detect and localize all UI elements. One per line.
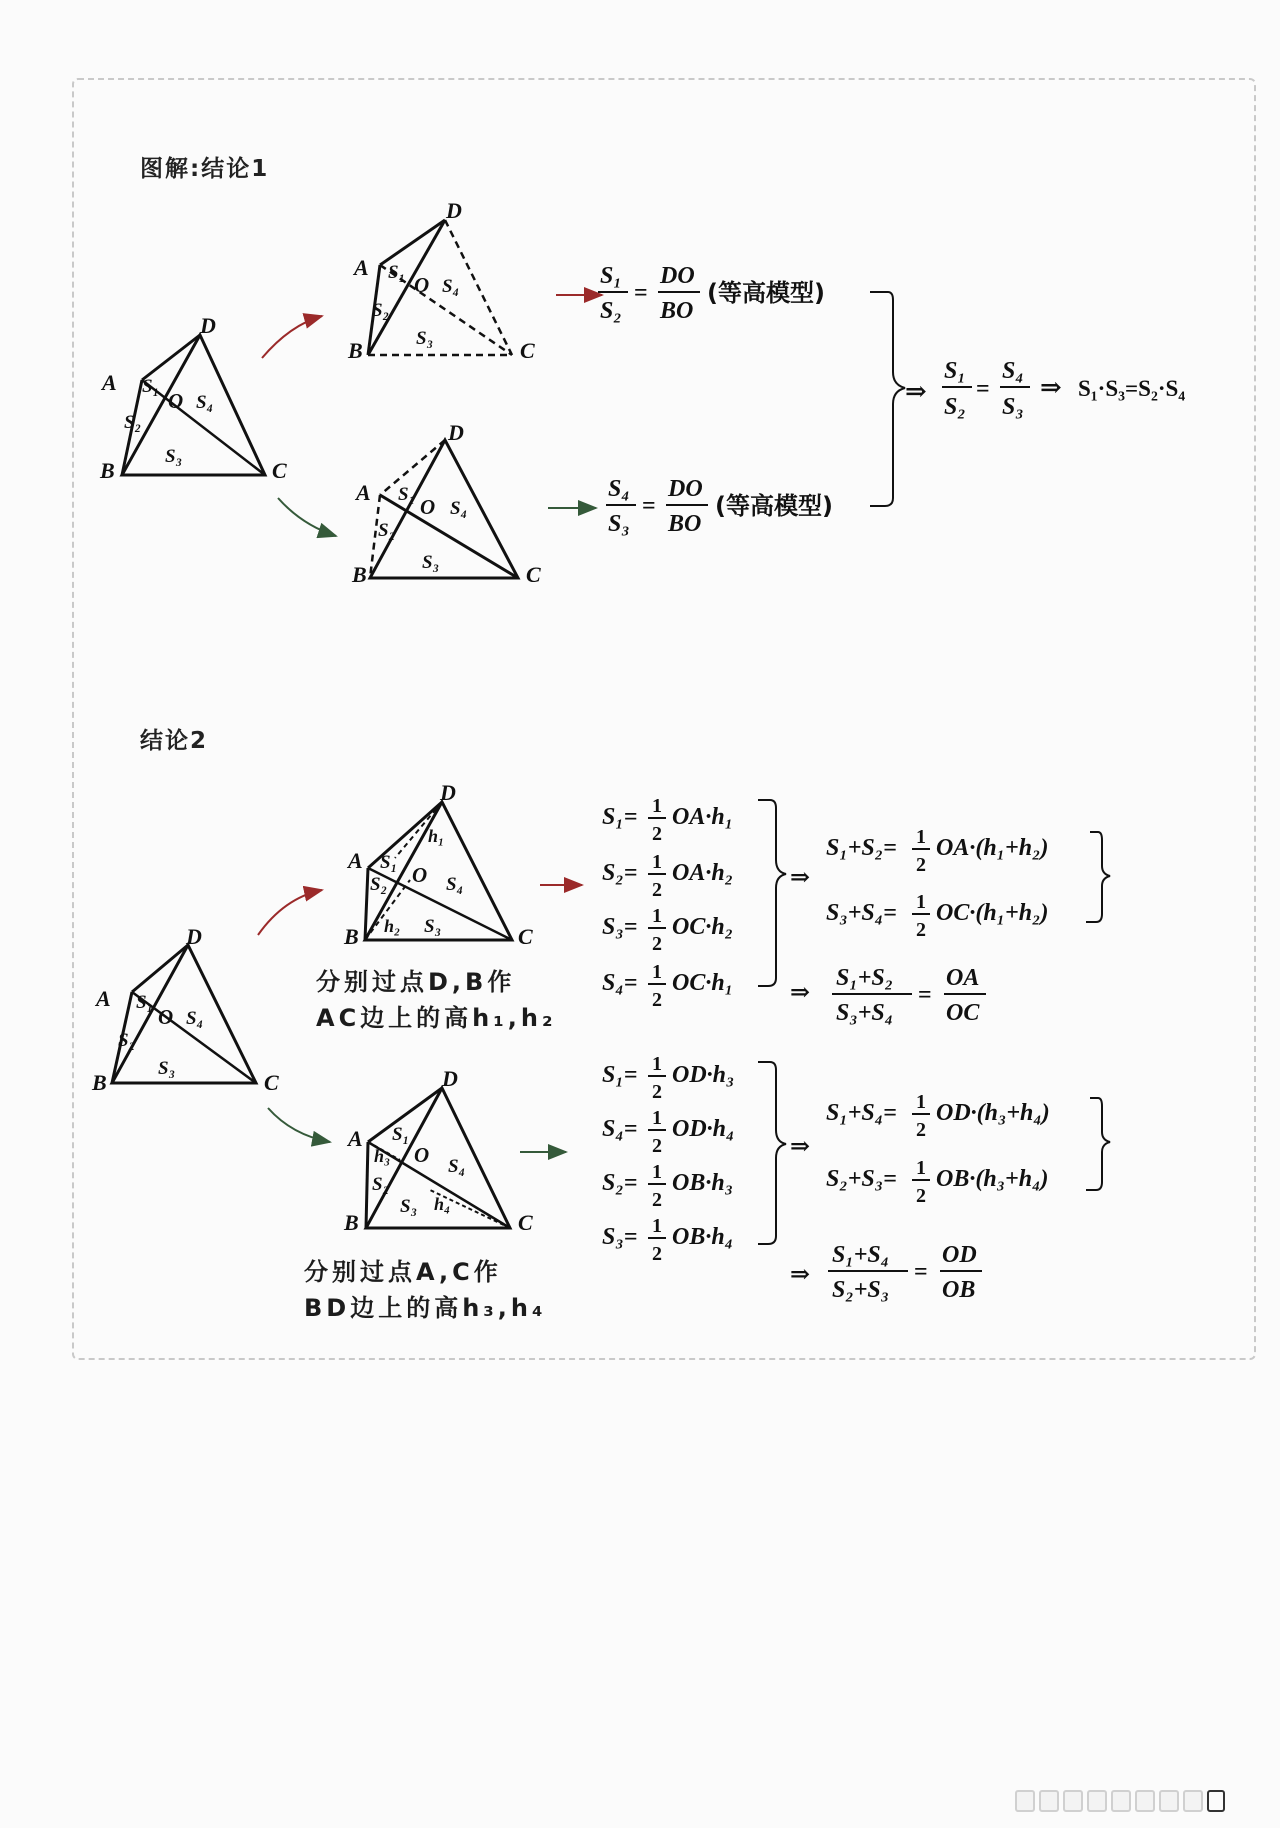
svg-text:S₃+S₄: S₃+S₄	[836, 1000, 894, 1026]
svg-text:O: O	[414, 1143, 430, 1167]
svg-text:h₂: h₂	[384, 916, 401, 936]
page-thumb-icon-1[interactable]	[1015, 1790, 1035, 1812]
svg-text:OC: OC	[946, 1000, 980, 1026]
svg-text:S₂+S₃: S₂+S₃	[832, 1277, 890, 1303]
svg-text:B: B	[348, 338, 363, 363]
svg-text:1: 1	[652, 1107, 662, 1129]
svg-text:S₃: S₃	[165, 446, 183, 467]
svg-text:S₂: S₂	[370, 874, 388, 895]
arrow-to-lower-2	[268, 1108, 330, 1142]
svg-text:C: C	[264, 1070, 279, 1095]
svg-text:OA·h₁: OA·h₁	[672, 804, 734, 830]
svg-text:D: D	[186, 924, 202, 949]
svg-text:S₂: S₂	[124, 412, 142, 433]
svg-text:⇒: ⇒	[790, 1134, 811, 1160]
svg-text:OA·h₂: OA·h₂	[672, 860, 734, 886]
formulas-area-heights-bd	[602, 1053, 734, 1265]
svg-text:2: 2	[916, 1185, 926, 1207]
svg-text:S₃: S₃	[422, 552, 440, 573]
svg-text:S₁: S₁	[600, 263, 622, 289]
svg-text:2: 2	[652, 1189, 662, 1211]
svg-text:S₁: S₁	[392, 1124, 410, 1145]
svg-text:S₁: S₁	[136, 992, 154, 1013]
svg-text:D: D	[446, 198, 462, 223]
svg-text:C: C	[520, 338, 535, 363]
svg-text:1: 1	[652, 795, 662, 817]
svg-text:O: O	[158, 1005, 174, 1029]
svg-text:B: B	[344, 1210, 359, 1235]
svg-text:S₁+S₄=: S₁+S₄=	[826, 1100, 897, 1126]
svg-text:S₃=: S₃=	[602, 1224, 638, 1250]
svg-text:1: 1	[652, 1161, 662, 1183]
svg-text:S₁+S₄: S₁+S₄	[832, 1242, 890, 1268]
svg-text:2: 2	[916, 1119, 926, 1141]
svg-text:S₄: S₄	[1002, 358, 1024, 384]
formula-sum-bd	[790, 1091, 1110, 1303]
svg-text:OC·h₂: OC·h₂	[672, 914, 734, 940]
note-lower: (等高模型)	[715, 492, 833, 520]
svg-text:1: 1	[652, 851, 662, 873]
svg-text:S₂: S₂	[118, 1030, 136, 1051]
label-D: D	[200, 313, 216, 338]
svg-text:S₄: S₄	[186, 1008, 204, 1029]
svg-text:1: 1	[916, 1157, 926, 1179]
svg-text:S₁+S₂: S₁+S₂	[836, 965, 894, 991]
svg-text:OD·h₄: OD·h₄	[672, 1116, 735, 1142]
current-page-icon[interactable]	[1207, 1790, 1225, 1812]
figure-1-upper	[347, 198, 535, 363]
svg-text:2: 2	[652, 823, 662, 845]
svg-text:C: C	[518, 1210, 533, 1235]
svg-text:=: =	[914, 1259, 928, 1285]
svg-text:⇒: ⇒	[905, 377, 927, 406]
svg-text:DO: DO	[668, 476, 703, 502]
svg-text:OB: OB	[942, 1277, 976, 1303]
svg-text:O: O	[412, 863, 428, 887]
caption-ac-heights-line2: BD边上的高h₃,h₄	[304, 1294, 547, 1322]
svg-text:C: C	[518, 924, 533, 949]
svg-text:=: =	[642, 493, 656, 519]
svg-text:2: 2	[652, 933, 662, 955]
svg-text:A: A	[348, 848, 363, 873]
svg-text:2: 2	[652, 989, 662, 1011]
svg-text:S₃: S₃	[608, 511, 630, 537]
svg-text:C: C	[526, 562, 541, 587]
svg-text:OB·(h₃+h₄): OB·(h₃+h₄)	[936, 1166, 1049, 1192]
svg-text:O: O	[168, 389, 184, 413]
page-thumb-icon-2[interactable]	[1039, 1790, 1059, 1812]
page-thumb-icon-5[interactable]	[1111, 1790, 1131, 1812]
svg-text:S₁+S₂=: S₁+S₂=	[826, 835, 897, 861]
svg-text:O: O	[420, 495, 436, 519]
svg-text:S₄: S₄	[446, 874, 464, 895]
svg-text:S₂+S₃=: S₂+S₃=	[826, 1166, 897, 1192]
svg-text:DO: DO	[660, 263, 695, 289]
svg-text:OB·h₃: OB·h₃	[672, 1170, 734, 1196]
svg-text:S₂: S₂	[372, 300, 390, 321]
svg-text:⇒: ⇒	[1040, 373, 1062, 402]
svg-text:S₂=: S₂=	[602, 1170, 638, 1196]
caption-ac-heights-line1: 分别过点A,C作	[304, 1258, 502, 1286]
formula-s1-s2	[598, 263, 825, 324]
svg-text:OD·(h₃+h₄): OD·(h₃+h₄)	[936, 1100, 1050, 1126]
figure-1-lower	[351, 420, 541, 587]
svg-text:A: A	[354, 255, 369, 280]
svg-text:A: A	[102, 370, 117, 395]
caption-db-heights-line2: AC边上的高h₁,h₂	[316, 1004, 557, 1032]
svg-text:S₃=: S₃=	[602, 914, 638, 940]
svg-text:h₄: h₄	[434, 1194, 451, 1214]
caption-db-heights-line1: 分别过点D,B作	[316, 968, 516, 996]
page-thumb-icon-6[interactable]	[1135, 1790, 1155, 1812]
svg-text:S₂: S₂	[378, 520, 396, 541]
page-widget[interactable]	[1015, 1790, 1235, 1812]
arrow-to-upper-2	[258, 890, 322, 935]
svg-text:S₁: S₁	[142, 376, 160, 397]
svg-text:C: C	[272, 458, 287, 483]
svg-text:⇒: ⇒	[790, 980, 811, 1006]
svg-text:B: B	[344, 924, 359, 949]
svg-text:1: 1	[916, 826, 926, 848]
brace-section-2a	[758, 800, 786, 986]
svg-text:A: A	[348, 1126, 363, 1151]
svg-text:S₄: S₄	[450, 498, 468, 519]
svg-text:A: A	[356, 480, 371, 505]
svg-text:S₃: S₃	[424, 916, 442, 937]
svg-text:2: 2	[652, 1081, 662, 1103]
svg-text:S₂: S₂	[600, 298, 622, 324]
svg-text:S₁: S₁	[380, 852, 398, 873]
svg-text:S₄=: S₄=	[602, 970, 638, 996]
svg-text:2: 2	[652, 1135, 662, 1157]
svg-text:OC·h₁: OC·h₁	[672, 970, 734, 996]
heading-conclusion-1: 图解:结论1	[140, 156, 270, 182]
svg-text:S₄=: S₄=	[602, 1116, 638, 1142]
formula-conclusion-1	[905, 358, 1185, 420]
figure-2-upper	[343, 780, 533, 949]
svg-text:S₁=: S₁=	[602, 1062, 638, 1088]
svg-text:S₃: S₃	[416, 328, 434, 349]
formula-s4-s3	[606, 476, 833, 537]
formulas-area-heights-ac	[602, 795, 733, 1011]
formula-sum-ac	[790, 826, 1110, 1026]
svg-text:S₃: S₃	[158, 1058, 176, 1079]
svg-text:2: 2	[652, 879, 662, 901]
svg-text:B: B	[352, 562, 367, 587]
svg-text:2: 2	[916, 854, 926, 876]
svg-text:S₁: S₁	[398, 484, 416, 505]
svg-text:2: 2	[652, 1243, 662, 1265]
svg-text:⇒: ⇒	[790, 865, 811, 891]
svg-text:S₁·S₃=S₂·S₄: S₁·S₃=S₂·S₄	[1078, 376, 1186, 401]
svg-text:h₃: h₃	[374, 1146, 391, 1166]
svg-text:D: D	[448, 420, 464, 445]
svg-text:⇒: ⇒	[790, 1262, 811, 1288]
svg-text:S₁: S₁	[388, 262, 406, 283]
svg-text:O: O	[414, 273, 430, 297]
svg-text:OA·(h₁+h₂): OA·(h₁+h₂)	[936, 835, 1049, 861]
figure-2-quadrilateral	[91, 924, 279, 1095]
page-thumb-icon-4[interactable]	[1087, 1790, 1107, 1812]
svg-text:S₂: S₂	[944, 394, 966, 420]
page-thumb-icon-7[interactable]	[1159, 1790, 1179, 1812]
svg-text:=: =	[634, 280, 648, 306]
svg-text:S₂=: S₂=	[602, 860, 638, 886]
svg-text:OD: OD	[942, 1242, 977, 1268]
svg-text:S₁: S₁	[944, 358, 966, 384]
figure-1-quadrilateral	[99, 313, 287, 483]
svg-text:S₁=: S₁=	[602, 804, 638, 830]
heading-conclusion-2: 结论2	[140, 728, 209, 754]
svg-text:S₄: S₄	[196, 392, 214, 413]
svg-text:D: D	[440, 780, 456, 805]
svg-text:OB·h₄: OB·h₄	[672, 1224, 734, 1250]
svg-text:S₄: S₄	[448, 1156, 466, 1177]
svg-text:=: =	[918, 982, 932, 1008]
figure-2-lower	[343, 1066, 533, 1235]
svg-text:h₁: h₁	[428, 826, 445, 846]
svg-text:1: 1	[916, 1091, 926, 1113]
svg-text:1: 1	[916, 891, 926, 913]
svg-text:S₄: S₄	[442, 276, 460, 297]
brace-section-2b	[758, 1062, 786, 1244]
svg-text:1: 1	[652, 905, 662, 927]
svg-text:S₃: S₃	[400, 1196, 418, 1217]
svg-text:D: D	[442, 1066, 458, 1091]
note-upper: (等高模型)	[707, 279, 825, 307]
svg-text:S₂: S₂	[372, 1174, 390, 1195]
svg-text:A: A	[96, 986, 111, 1011]
svg-text:1: 1	[652, 1215, 662, 1237]
svg-text:BO: BO	[660, 298, 694, 324]
svg-text:B: B	[100, 458, 115, 483]
svg-text:OC·(h₁+h₂): OC·(h₁+h₂)	[936, 900, 1049, 926]
brace-section-1	[870, 292, 905, 506]
arrow-to-lower	[278, 498, 336, 536]
svg-text:S₃+S₄=: S₃+S₄=	[826, 900, 897, 926]
page-thumb-icon-8[interactable]	[1183, 1790, 1203, 1812]
svg-text:OD·h₃: OD·h₃	[672, 1062, 735, 1088]
svg-text:S₄: S₄	[608, 476, 630, 502]
arrow-to-upper	[262, 316, 322, 358]
svg-text:S₃: S₃	[1002, 394, 1024, 420]
page-thumb-icon-3[interactable]	[1063, 1790, 1083, 1812]
svg-text:2: 2	[916, 919, 926, 941]
svg-text:OA: OA	[946, 965, 980, 991]
svg-text:1: 1	[652, 961, 662, 983]
svg-text:BO: BO	[668, 511, 702, 537]
svg-text:=: =	[976, 376, 990, 402]
svg-text:B: B	[92, 1070, 107, 1095]
svg-text:1: 1	[652, 1053, 662, 1075]
